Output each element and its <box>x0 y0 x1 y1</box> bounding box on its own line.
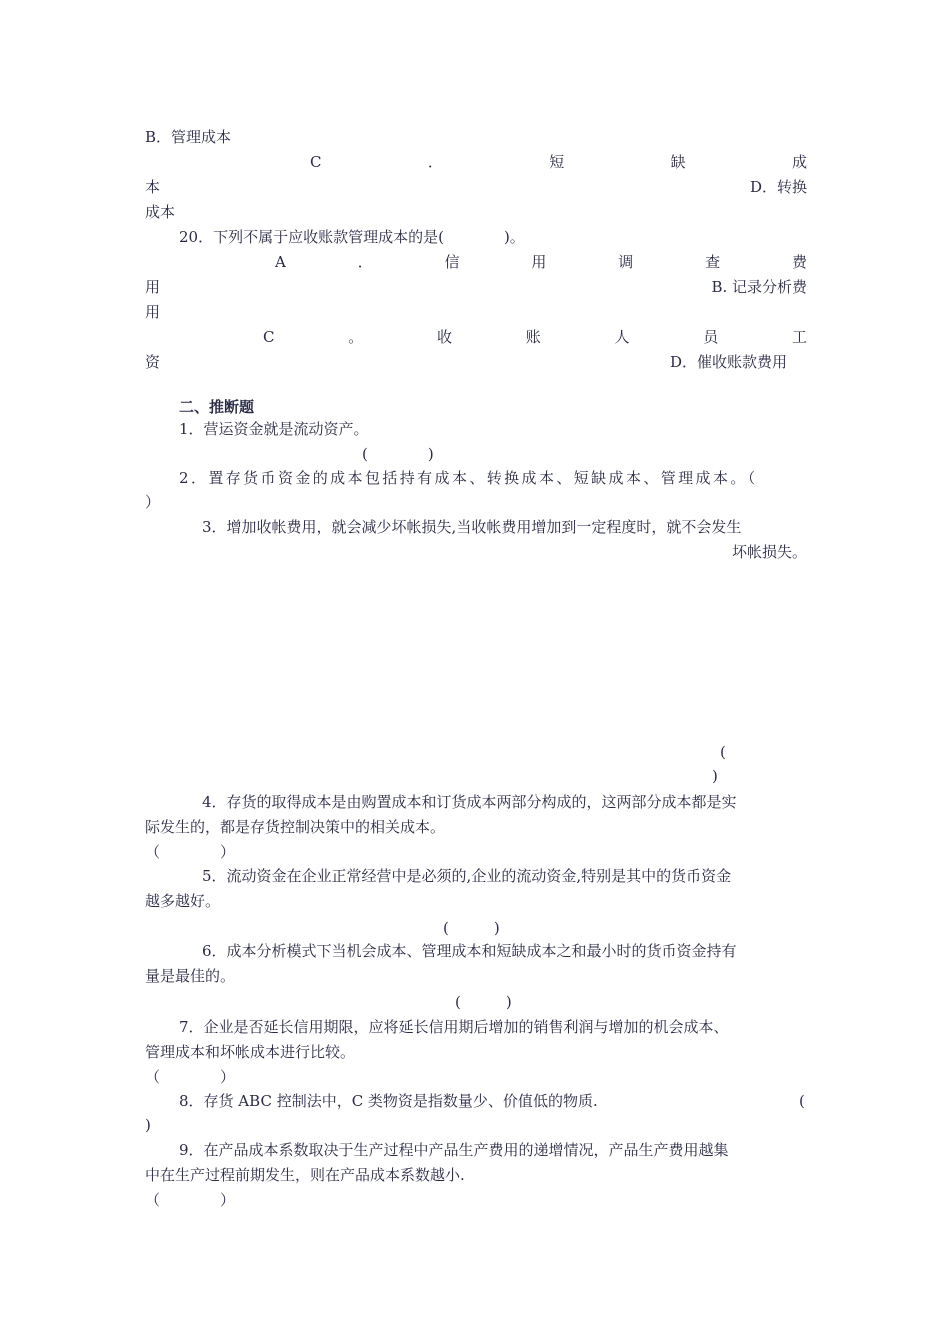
item-9-line2: 中在生产过程前期发生，则在产品成本系数越小. <box>145 1166 465 1184</box>
option-c-spread <box>263 327 807 347</box>
option-d: D．催收账款费用 <box>670 353 788 371</box>
item-2-paren: ） <box>145 493 161 511</box>
option-b: B. 记录分析费 <box>711 278 807 296</box>
item-1-paren: ( ) <box>362 445 434 463</box>
item-9-line1: 9．在产品成本系数取决于生产过程中产品生产费用的递增情况，产品生产费用越集 <box>179 1141 729 1159</box>
item-4-line1: 4．存货的取得成本是由购置成本和订货成本两部分构成的，这两部分成本都是实 <box>202 793 737 811</box>
question-20-stem: 20．下列不属于应收账款管理成本的是( )。 <box>179 228 525 246</box>
char: 员 <box>703 328 719 346</box>
char: 查 <box>705 253 721 271</box>
option-c-spread <box>310 152 807 172</box>
item-3-paren-close: ) <box>712 767 718 785</box>
item-8-paren-close: ) <box>145 1116 151 1134</box>
item-7-line2: 管理成本和坏帐成本进行比较。 <box>145 1043 356 1061</box>
option-b-cont: 用 <box>145 303 161 321</box>
item-6-line2: 量是最佳的。 <box>145 967 236 985</box>
item-3-paren-open: ( <box>720 743 726 761</box>
item-9-paren: （ ） <box>145 1191 236 1209</box>
char: 用 <box>531 253 547 271</box>
item-7-line1: 7．企业是否延长信用期限，应将延长信用期后增加的销售利润与增加的机会成本、 <box>179 1018 729 1036</box>
char: A <box>275 253 286 271</box>
char: ． <box>357 253 373 271</box>
char: 缺 <box>670 153 686 171</box>
option-a-cont: 用 <box>145 278 161 296</box>
option-a-spread <box>275 252 807 272</box>
item-8-line1: 8．存货 ABC 控制法中，C 类物资是指数量少、价值低的物质. <box>179 1092 598 1110</box>
char: 账 <box>525 328 541 346</box>
char: ． <box>427 153 443 171</box>
char: 收 <box>436 328 452 346</box>
item-2-text: 2．置存货币资金的成本包括持有成本、转换成本、短缺成本、管理成本。（ <box>179 469 758 487</box>
item-7-paren: （ ） <box>145 1068 236 1086</box>
char: C <box>263 328 275 346</box>
char: 。 <box>348 328 364 346</box>
option-d: D．转换 <box>749 178 807 196</box>
char: C <box>310 153 322 171</box>
option-d-cont: 成本 <box>145 203 176 221</box>
item-3-text: 3．增加收帐费用，就会减少坏帐损失,当收帐费用增加到一定程度时，就不会发生 <box>202 518 742 536</box>
char: 费 <box>791 253 807 271</box>
char: 工 <box>791 328 807 346</box>
item-4-paren: （ ） <box>145 843 236 861</box>
item-8-paren-open: ( <box>799 1092 805 1110</box>
char: 成 <box>791 153 807 171</box>
char: 人 <box>614 328 630 346</box>
option-c-cont: 本 <box>145 178 161 196</box>
item-5-line1: 5．流动资金在企业正常经营中是必须的,企业的流动资金,特别是其中的货币资金 <box>202 867 732 885</box>
section-title: 二、推断题 <box>179 398 255 416</box>
item-5-paren: ( ) <box>443 919 500 937</box>
item-4-line2: 际发生的，都是存货控制决策中的相关成本。 <box>145 818 446 836</box>
char: 信 <box>444 253 460 271</box>
option-b: B．管理成本 <box>145 128 232 146</box>
option-c-cont: 资 <box>145 353 161 371</box>
char: 调 <box>618 253 634 271</box>
item-1-text: 1．营运资金就是流动资产。 <box>179 420 369 438</box>
item-6-paren: ( ) <box>455 993 512 1011</box>
item-3-cont: 坏帐损失。 <box>731 543 807 561</box>
item-6-line1: 6．成本分析模式下当机会成本、管理成本和短缺成本之和最小时的货币资金持有 <box>202 942 737 960</box>
item-5-line2: 越多越好。 <box>145 892 221 910</box>
char: 短 <box>549 153 565 171</box>
